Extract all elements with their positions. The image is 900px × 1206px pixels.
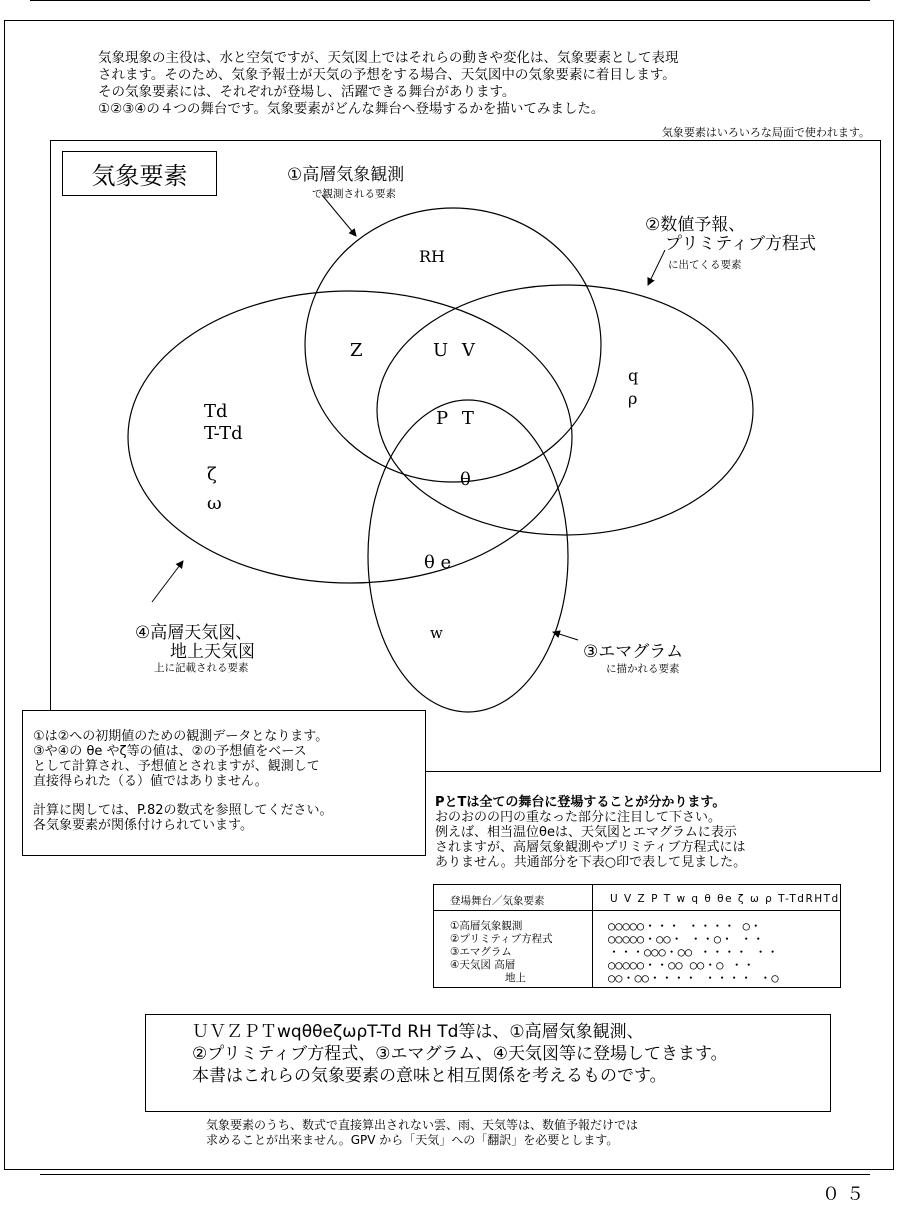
intro-line: その気象要素には、それぞれが登場し、活躍できる舞台があります。 [98,84,516,100]
stage2-arrow [648,250,665,285]
stage4-label-line2: 地上天気図 [170,642,255,662]
element-td: Td [204,401,228,422]
element-z: Z [350,340,363,361]
stage4-ellipse [128,291,572,583]
element-t-td: T-Td [204,423,243,444]
stage2-sublabel: に出てくる要素 [668,259,742,271]
stage3-arrow [553,632,578,640]
summary-box [145,1014,831,1112]
usage-note: 気象要素はいろいろな局面で使われます。 [661,126,870,139]
table-row-marks: ○○・○○・・・・ ・・・・ ・○ [608,971,779,985]
bottom-rule [40,1174,870,1175]
page-number: ０５ [822,1184,870,1205]
note-line: ①は②への初期値のための観測データとなります。 [33,729,329,744]
summary-line: 本書はこれらの気象要素の意味と相互関係を考えるものです。 [192,1066,667,1086]
element-zeta: ζ [207,464,217,485]
stage4-arrow [152,561,183,602]
note-line: 例えば、相当温位θeは、天気図とエマグラムに表示 [435,825,737,840]
element-theta: θ [460,469,471,490]
stage1-label: ①高層気象観測 [287,165,405,185]
note-line: 各気象要素が関係付けられています。 [33,818,253,833]
pt-note [435,795,875,870]
table-divider [433,910,841,911]
element-pt: P T [436,408,478,429]
note-line: 計算に関しては、P.82の数式を参照してください。 [33,803,333,818]
note-line: されますが、高層気象観測やプリミティブ方程式には [435,840,746,855]
table-row-stage: ②プリミティブ方程式 [450,933,553,945]
intro-line: 気象現象の主役は、水と空気ですが、天気図上ではそれらの動きや変化は、気象要素として表現 [98,50,679,66]
table-row-marks: ○○○○○・○○・ ・・○・ ・・ [608,932,765,946]
note-line: おのおのの円の重なった部分に注目して下さい。 [435,810,722,825]
note-line: PとTは全ての舞台に登場することが分かります。 [435,795,726,810]
table-divider [592,884,593,988]
diagram-title: 気象要素 [62,151,217,196]
summary-line: ②プリミティブ方程式、③エマグラム、④天気図等に登場してきます。 [192,1044,728,1064]
stage3-sublabel: に描かれる要素 [606,663,680,675]
note-line: ③や④の θe やζ等の値は、②の予想値をベース [33,744,307,759]
element-q: q [628,366,639,385]
table-row-stage: ③エマグラム [450,946,512,958]
table-row-marks: ○○○○○・・○○ ○○・○ ・・ [608,958,755,972]
stage1-arrow [322,195,356,236]
element-uv: U V [433,340,479,361]
intro-line: ①②③④の４つの舞台です。気象要素がどんな舞台へ登場するかを描いてみました。 [98,101,605,117]
stage3-label: ③エマグラム [583,642,684,662]
stage1-sublabel: で観測される要素 [312,188,396,200]
element-omega: ω [207,493,222,514]
stage3-ellipse [368,400,568,712]
table-row-stage: ①高層気象観測 [450,920,523,932]
note-line: 気象要素のうち、数式で直接算出されない雲、雨、天気等は、数値予報だけでは [206,1118,639,1132]
note-line: として計算され、予想値とされますが、観測して [33,759,320,774]
intro-line: されます。そのため、気象予報士が天気の予想をする場合、天気図中の気象要素に着目します。 [98,67,676,83]
note-line: 求めることが出来ません。GPV から「天気」への「翻訳」を必要とします。 [206,1133,619,1147]
note-line: 直接得られた（る）値ではありません。 [33,774,268,789]
element-w: w [430,624,443,642]
note-line: ありません。共通部分を下表○印で表して見ました。 [435,855,747,870]
table-row-stage: ④天気図 高層 [450,959,516,971]
table-row-stage: 地上 [505,972,526,984]
summary-line: ＵＶＺＰＴwqθθeζωρT-Td RH Td等は、①高層気象観測、 [192,1022,644,1042]
stage4-label: ④高層天気図、 [135,623,253,643]
translation-note [206,1118,638,1148]
stage4-sublabel: 上に記載される要素 [154,662,249,674]
table-row-marks: ○○○○○・・・ ・・・・ ○・ [608,919,762,933]
element-theta-e: θ e [424,552,452,573]
table-header-elements: U V Z P T w q θ θe ζ ω ρ T-TdRHTd [610,893,840,905]
table-header-stage: 登場舞台／気象要素 [450,895,545,907]
element-rh: RH [419,247,445,266]
stage2-label: ②数値予報、 [645,215,746,235]
table-row-marks: ・・・○○○・○○ ・・・・ ・・ [608,945,779,959]
calculation-note [22,710,426,856]
element-rho: ρ [628,389,638,408]
stage2-label-line2: プリミティブ方程式 [665,234,816,254]
